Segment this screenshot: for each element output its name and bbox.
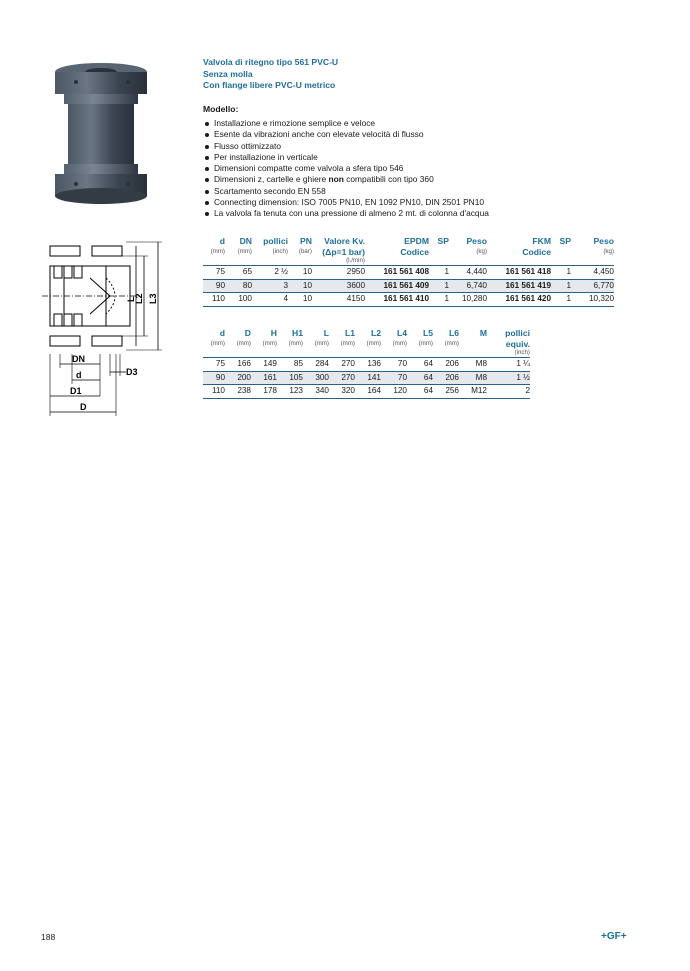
model-label: Modello:: [203, 104, 239, 114]
table-row: [203, 385, 530, 399]
cell: 85: [277, 358, 303, 371]
cell: 300: [303, 371, 329, 385]
cell: 136: [355, 358, 381, 371]
unit: (mm): [236, 339, 251, 347]
feature-item: Connecting dimension: ISO 7005 PN10, EN 1092 PN10, DIN 2501 PN10: [203, 197, 489, 208]
cell: 161 561 419: [487, 279, 551, 293]
codes-table: [203, 236, 614, 307]
cell: 161 561 420: [487, 293, 551, 307]
cell: 178: [251, 385, 277, 399]
brand-logo: +GF+: [601, 931, 627, 942]
cell: 320: [329, 385, 355, 399]
feature-text: Dimensioni z, cartelle e ghiere: [214, 174, 329, 185]
cell: 123: [277, 385, 303, 399]
unit: (kg): [603, 247, 614, 255]
label-d-outer: D: [80, 402, 87, 412]
cell: M12: [459, 385, 487, 399]
header-row: [203, 328, 530, 339]
cell: 90: [203, 279, 225, 293]
table-row: [203, 279, 614, 293]
col-header: SP: [437, 236, 449, 246]
cell: 206: [433, 358, 459, 371]
cell: 3: [252, 279, 288, 293]
units-row: [203, 257, 614, 266]
cell: 10: [288, 279, 312, 293]
label-d: d: [76, 370, 82, 380]
col-header: PN: [300, 236, 312, 246]
cell: 270: [329, 358, 355, 371]
cell: 4: [252, 293, 288, 307]
table-row: [203, 293, 614, 307]
cell: 10,320: [571, 293, 614, 307]
label-d1: D1: [70, 386, 82, 396]
unit: (mm): [288, 339, 303, 347]
cell: 70: [381, 371, 407, 385]
col-header: DN: [239, 236, 252, 246]
unit: (mm): [210, 339, 225, 347]
cell: 161 561 408: [365, 266, 429, 279]
col-header: L4: [396, 328, 407, 338]
feature-item: Esente da vibrazioni anche con elevate velocità di flusso: [203, 129, 489, 140]
col-header: D: [244, 328, 251, 338]
cell: 120: [381, 385, 407, 399]
unit: (mm): [392, 339, 407, 347]
product-photo: [46, 60, 156, 220]
cell: 75: [203, 358, 225, 371]
col-header-line2: Codice: [400, 246, 429, 257]
cell: 1: [429, 266, 449, 279]
unit: (mm): [444, 339, 459, 347]
label-d3: D3: [126, 367, 138, 377]
col-header: Valore Kv.: [324, 236, 365, 246]
col-header: L2: [370, 328, 381, 338]
cell: 340: [303, 385, 329, 399]
feature-item: Installazione e rimozione semplice e veloce: [203, 118, 489, 129]
cell: 3600: [312, 279, 365, 293]
col-header: L6: [448, 328, 459, 338]
table-row: [203, 266, 614, 279]
feature-item: Flusso ottimizzato: [203, 141, 489, 152]
label-dn: DN: [72, 354, 85, 364]
product-title: [203, 57, 338, 92]
label-l: L: [126, 296, 136, 302]
col-header: M: [479, 328, 487, 338]
col-header: Peso: [593, 236, 614, 246]
unit: (mm): [340, 339, 355, 347]
cell: 161 561 410: [365, 293, 429, 307]
technical-drawing: [40, 236, 170, 426]
col-header: SP: [559, 236, 571, 246]
cell: M8: [459, 371, 487, 385]
col-header: L5: [422, 328, 433, 338]
col-header-line2: Codice: [522, 246, 551, 257]
cell: 10: [288, 266, 312, 279]
feature-item: Scartamento secondo EN 558: [203, 186, 489, 197]
unit: (mm): [262, 339, 277, 347]
dimensions-table: [203, 328, 530, 399]
cell: 80: [225, 279, 252, 293]
col-header: H: [270, 328, 277, 338]
cell: 6,740: [449, 279, 487, 293]
cell: 1: [551, 279, 571, 293]
units-row: [203, 349, 530, 358]
cell: 6,770: [571, 279, 614, 293]
unit: (mm): [210, 247, 225, 255]
cell: 65: [225, 266, 252, 279]
cell: 238: [225, 385, 251, 399]
cell: 256: [433, 385, 459, 399]
cell: 10: [288, 293, 312, 307]
unit: [551, 247, 571, 258]
feature-text-tail: compatibili con tipo 360: [343, 174, 434, 185]
cell: 64: [407, 385, 433, 399]
unit: (inch): [272, 247, 288, 255]
cell: 1: [429, 279, 449, 293]
cell: 64: [407, 358, 433, 371]
unit: (l./min): [346, 257, 365, 265]
cell: 161 561 409: [365, 279, 429, 293]
feature-item: Dimensioni compatte come valvola a sfera tipo 546: [203, 163, 489, 174]
col-header: H1: [292, 328, 303, 338]
cell: 166: [225, 358, 251, 371]
table-row: [203, 358, 530, 371]
cell: 110: [203, 385, 225, 399]
title-line-2: Senza molla: [203, 68, 253, 79]
page-number: 188: [41, 932, 56, 942]
feature-bold: non: [328, 174, 344, 185]
col-header: d: [219, 236, 225, 246]
unit: (kg): [476, 247, 487, 255]
cell: 4,440: [449, 266, 487, 279]
cell: 110: [203, 293, 225, 307]
unit: (mm): [366, 339, 381, 347]
cell: 161 561 418: [487, 266, 551, 279]
cell: 70: [381, 358, 407, 371]
cell: 164: [355, 385, 381, 399]
cell: 2950: [312, 266, 365, 279]
cell: 75: [203, 266, 225, 279]
cell: 4,450: [571, 266, 614, 279]
col-header-line2: (Δp=1 bar): [322, 246, 365, 257]
cell: 2: [487, 385, 530, 399]
cell: 206: [433, 371, 459, 385]
cell: 284: [303, 358, 329, 371]
cell: 161: [251, 371, 277, 385]
cell: 64: [407, 371, 433, 385]
unit: [429, 247, 449, 258]
cell: M8: [459, 358, 487, 371]
unit: (mm): [418, 339, 433, 347]
cell: 149: [251, 358, 277, 371]
col-header: EPDM: [404, 236, 429, 246]
cell: 200: [225, 371, 251, 385]
col-header: Peso: [466, 236, 487, 246]
col-header: L1: [344, 328, 355, 338]
cell: 10,280: [449, 293, 487, 307]
unit: (mm): [237, 247, 252, 255]
cell: 1: [551, 293, 571, 307]
unit: (inch): [514, 349, 530, 357]
unit: (mm): [314, 339, 329, 347]
cell: 1: [551, 266, 571, 279]
label-l3: L3: [148, 293, 158, 304]
label-l2: L2: [134, 293, 144, 304]
header-row: [203, 236, 614, 247]
col-header: d: [219, 328, 225, 338]
cell: 4150: [312, 293, 365, 307]
feature-item: [203, 174, 489, 185]
feature-item: Per installazione in verticale: [203, 152, 489, 163]
unit: (bar): [298, 247, 312, 255]
header-row-2: [203, 339, 530, 350]
col-header: FKM: [532, 236, 551, 246]
col-header: L: [323, 328, 329, 338]
feature-item: La valvola fa tenuta con una pressione di almeno 2 mt. di colonna d'acqua: [203, 208, 489, 219]
col-header-line2: equiv.: [505, 338, 530, 349]
col-header: pollici: [263, 236, 288, 246]
cell: 270: [329, 371, 355, 385]
header-row-2: [203, 247, 614, 258]
cell: 105: [277, 371, 303, 385]
cell: 2 ½: [252, 266, 288, 279]
unit: [459, 339, 487, 350]
feature-list: [203, 118, 489, 220]
title-line-3: Con flange libere PVC-U metrico: [203, 80, 336, 91]
cell: 1 ½: [487, 371, 530, 385]
cell: 141: [355, 371, 381, 385]
cell: 90: [203, 371, 225, 385]
col-header: pollici: [505, 328, 530, 338]
title-line-1: Valvola di ritegno tipo 561 PVC-U: [203, 57, 339, 67]
table-row: [203, 371, 530, 385]
cell: 100: [225, 293, 252, 307]
cell: 1 ¼: [487, 358, 530, 371]
cell: 1: [429, 293, 449, 307]
